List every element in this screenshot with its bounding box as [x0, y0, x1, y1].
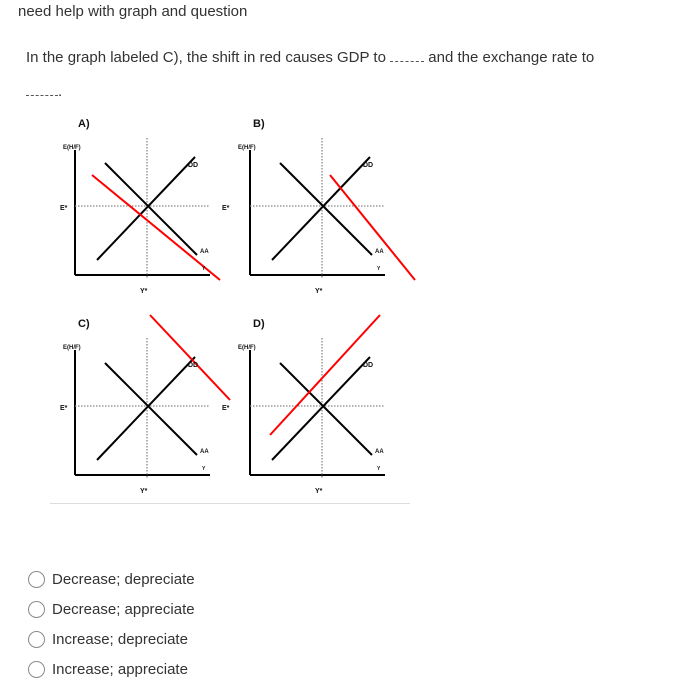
- dd-label: DD: [188, 362, 199, 369]
- answer-options: [28, 564, 195, 684]
- option-label: Increase; appreciate: [52, 660, 188, 678]
- y-star-label: Y*: [315, 288, 323, 295]
- panel-label: D): [253, 318, 265, 330]
- e-star-label: E*: [222, 205, 230, 212]
- dd-curve: [105, 363, 197, 455]
- aa-label: AA: [375, 249, 384, 255]
- y-axis-tick: Y: [377, 466, 381, 472]
- shifted-curve: [150, 315, 230, 400]
- shifted-curve: [330, 175, 415, 280]
- aa-curve: [97, 157, 195, 260]
- radio-button[interactable]: [28, 571, 45, 588]
- panel-label: C): [78, 318, 90, 330]
- post-title: need help with graph and question: [18, 3, 248, 20]
- option-increase-appreciate[interactable]: [28, 654, 195, 684]
- panel-label: B): [253, 118, 265, 130]
- y-axis-label: E(H/F): [238, 345, 256, 351]
- answer-blank-2: [26, 83, 58, 96]
- panel-a: [60, 118, 220, 295]
- panel-label: A): [78, 118, 90, 130]
- panel-b: [222, 118, 415, 295]
- option-label: Increase; depreciate: [52, 630, 188, 648]
- radio-button[interactable]: [28, 631, 45, 648]
- dd-label: DD: [363, 362, 374, 369]
- dd-aa-diagram: [0, 100, 682, 500]
- y-axis-label: E(H/F): [238, 145, 256, 151]
- panel-c: [60, 315, 230, 495]
- y-axis-label: E(H/F): [63, 345, 81, 351]
- e-star-label: E*: [60, 205, 68, 212]
- option-decrease-appreciate[interactable]: [28, 594, 195, 624]
- option-decrease-depreciate[interactable]: [28, 564, 195, 594]
- y-star-label: Y*: [315, 488, 323, 495]
- shifted-curve: [270, 315, 380, 435]
- option-label: Decrease; appreciate: [52, 600, 195, 618]
- aa-curve: [97, 357, 195, 460]
- option-increase-depreciate[interactable]: [28, 624, 195, 654]
- aa-label: AA: [200, 449, 209, 455]
- radio-button[interactable]: [28, 661, 45, 678]
- aa-curve: [272, 357, 370, 460]
- question-part-2: and the exchange rate to: [428, 49, 595, 66]
- radio-button[interactable]: [28, 601, 45, 618]
- question-text: In the graph labeled C), the shift in red causes GDP to and the exchange rate to .: [26, 49, 595, 100]
- y-star-label: Y*: [140, 488, 148, 495]
- e-star-label: E*: [60, 405, 68, 412]
- divider: [50, 503, 410, 504]
- aa-curve: [272, 157, 370, 260]
- aa-label: AA: [375, 449, 384, 455]
- y-axis-tick: Y: [202, 466, 206, 472]
- panel-d: [222, 315, 385, 495]
- y-star-label: Y*: [140, 288, 148, 295]
- answer-blank-1: [390, 49, 424, 62]
- aa-label: AA: [200, 249, 209, 255]
- shifted-curve: [92, 175, 220, 280]
- dd-label: DD: [363, 162, 374, 169]
- y-axis-label: E(H/F): [63, 145, 81, 151]
- dd-label: DD: [188, 162, 199, 169]
- y-axis-tick: Y: [377, 266, 381, 272]
- y-axis-tick: Y: [202, 266, 206, 272]
- option-label: Decrease; depreciate: [52, 570, 195, 588]
- e-star-label: E*: [222, 405, 230, 412]
- question-part-1: In the graph labeled C), the shift in red causes GDP to: [26, 49, 386, 66]
- dd-curve: [105, 163, 197, 255]
